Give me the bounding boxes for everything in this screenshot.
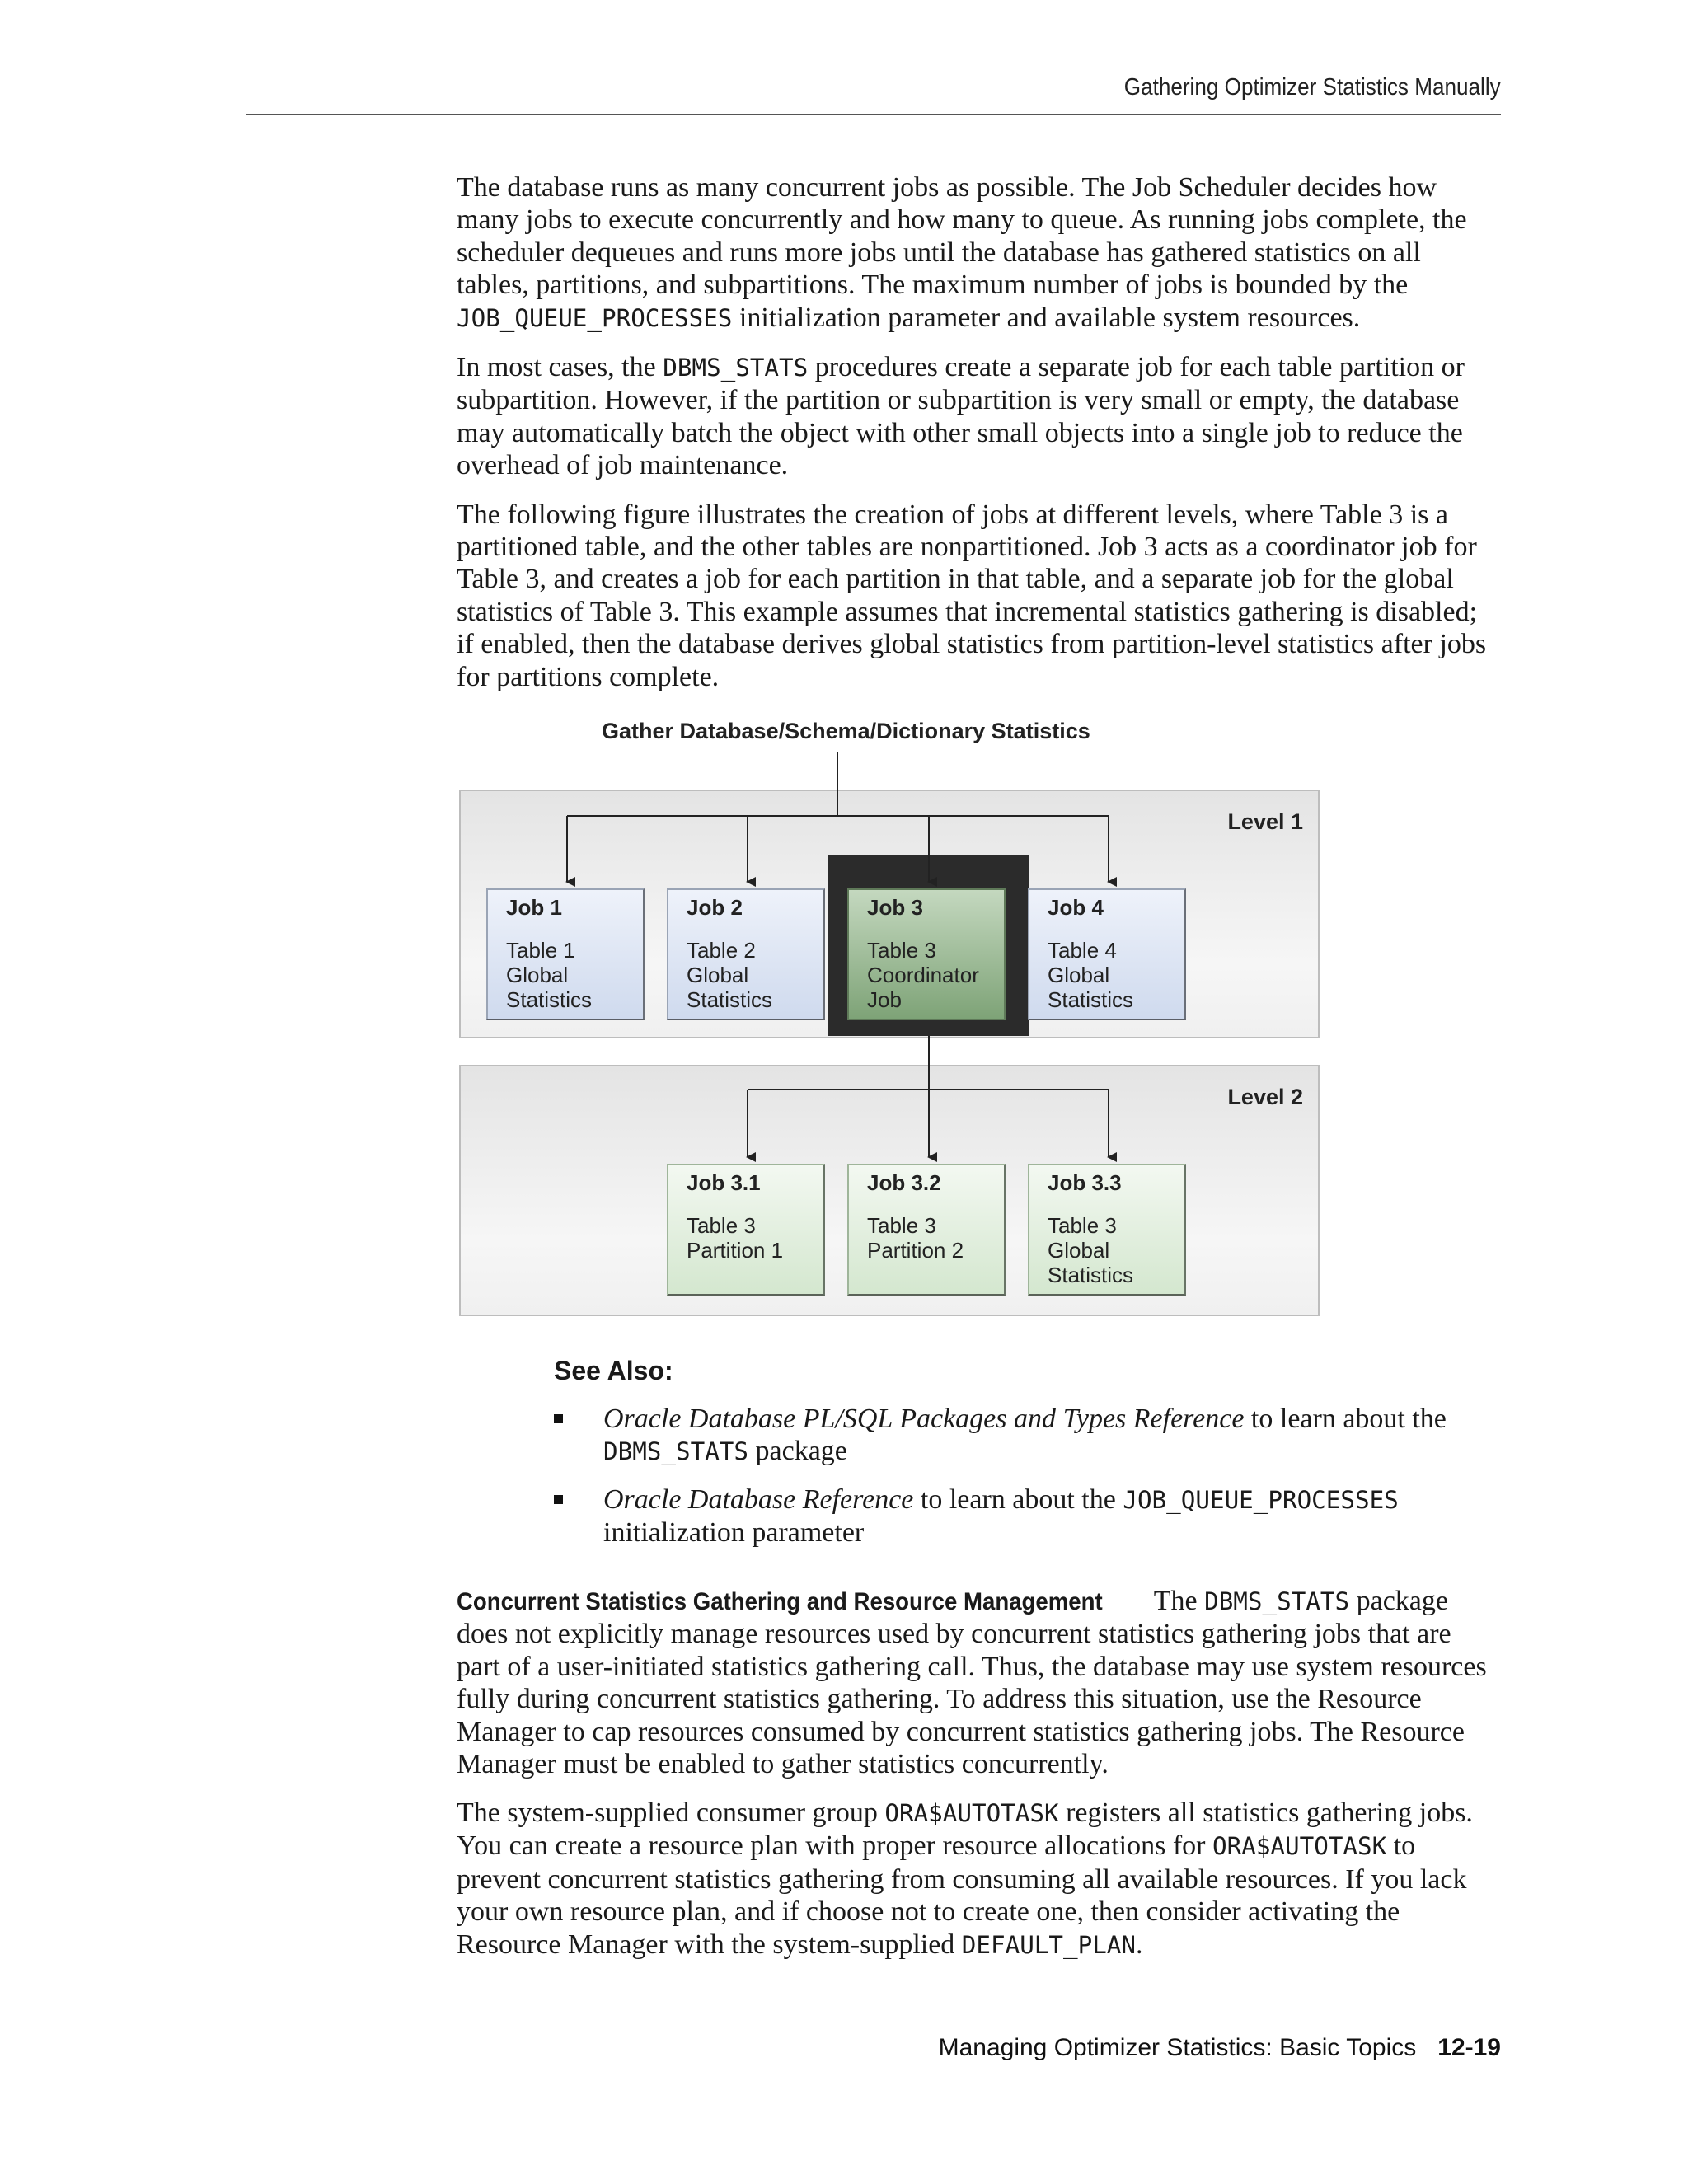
job-name: Job 3.3	[1048, 1170, 1122, 1195]
job-description: Table 3 Partition 1	[687, 1213, 784, 1263]
doc-reference-link[interactable]: Oracle Database Reference	[603, 1484, 914, 1515]
job-description: Table 3 Partition 2	[867, 1213, 964, 1263]
paragraph-1: The database runs as many concurrent jobs as possible. The Job Scheduler decides how many jobs to execute concurrently and how many to queue. As running jobs complete, the scheduler dequeues and runs more jobs until the database has gathered statistics on all tables, partitions, and subpartitions. The maximum number of jobs is bounded by the JOB_QUEUE_PROCESSES initialization parameter and available system resources.	[457, 172, 1467, 333]
job-name: Job 4	[1048, 895, 1104, 920]
paragraph-5: The system-supplied consumer group ORA$AUTOTASK registers all statistics gathering jobs. You can create a resource plan with proper resource allocations for ORA$AUTOTASK to prevent concurrent statistics gathering from consuming all available resources. If you lack your own resource plan, and if choose not to create one, then consider activating the Resource Manager with the system-supplied DEFAULT_PLAN.	[457, 1797, 1473, 1960]
figure-title: Gather Database/Schema/Dictionary Statistics	[602, 719, 1090, 743]
level-2-label: Level 2	[1227, 1085, 1303, 1109]
run-in-heading: Concurrent Statistics Gathering and Resource Management	[457, 1588, 1103, 1615]
paragraph-2: In most cases, the DBMS_STATS procedures create a separate job for each table partition or subpartition. However, if the partition or subpartition is very small or empty, the database may automatically batch the object with other small objects into a single job to reduce the overhead of job maintenance.	[457, 352, 1465, 481]
job-name: Job 3.1	[687, 1170, 761, 1195]
see-also-heading: See Also:	[554, 1356, 673, 1385]
page-footer	[939, 2034, 1501, 2062]
job-name: Job 3	[867, 895, 923, 920]
footer-chapter-title: Managing Optimizer Statistics: Basic Topics	[938, 2034, 1417, 2061]
see-also-item: Oracle Database Reference to learn about the JOB_QUEUE_PROCESSES initialization parameter	[554, 1483, 1477, 1549]
doc-reference-link[interactable]: Oracle Database PL/SQL Packages and Types Reference	[603, 1404, 1245, 1434]
job-description: Table 3 Global Statistics	[1048, 1213, 1134, 1287]
job-name: Job 3.2	[867, 1170, 941, 1195]
paragraph-4: Concurrent Statistics Gathering and Resource Management The DBMS_STATS package does not explicitly manage resources used by concurrent statistics gathering jobs that are part of a user-initiated statistics gathering call. Thus, the database may use system resources fully during concurrent statistics gathering. To address this situation, use the Resource Manager to cap resources consumed by concurrent statistics gathering jobs. The Resource Manager must be enabled to gather statistics concurrently.	[457, 1586, 1487, 1780]
job-description: Table 3 Coordinator Job	[867, 938, 979, 1012]
see-also-item: Oracle Database PL/SQL Packages and Types Reference to learn about the DBMS_STATS package	[554, 1403, 1477, 1469]
paragraph-3: The following figure illustrates the creation of jobs at different levels, where Table 3 is a partitioned table, and the other tables are nonpartitioned. Job 3 acts as a coordinator job for Table 3, and creates a job for each partition in that table, and a separate job for the global statistics of Table 3. This example assumes that incremental statistics gathering is disabled; if enabled, then the database derives global statistics from partition-level statistics after jobs for partitions complete.	[457, 499, 1487, 692]
code-dbms-stats: DBMS_STATS	[663, 354, 809, 382]
job-description: Table 2 Global Statistics	[687, 938, 773, 1012]
code-job-queue-processes: JOB_QUEUE_PROCESSES	[457, 303, 733, 332]
page-number: 12-19	[1437, 2034, 1501, 2061]
bullet-square-icon	[554, 1495, 563, 1504]
job-name: Job 1	[506, 895, 562, 920]
job-description: Table 4 Global Statistics	[1048, 938, 1134, 1012]
level-1-label: Level 1	[1227, 809, 1303, 834]
running-head: Gathering Optimizer Statistics Manually	[1124, 74, 1501, 101]
bullet-square-icon	[554, 1414, 563, 1423]
job-name: Job 2	[687, 895, 743, 920]
job-description: Table 1 Global Statistics	[506, 938, 593, 1012]
